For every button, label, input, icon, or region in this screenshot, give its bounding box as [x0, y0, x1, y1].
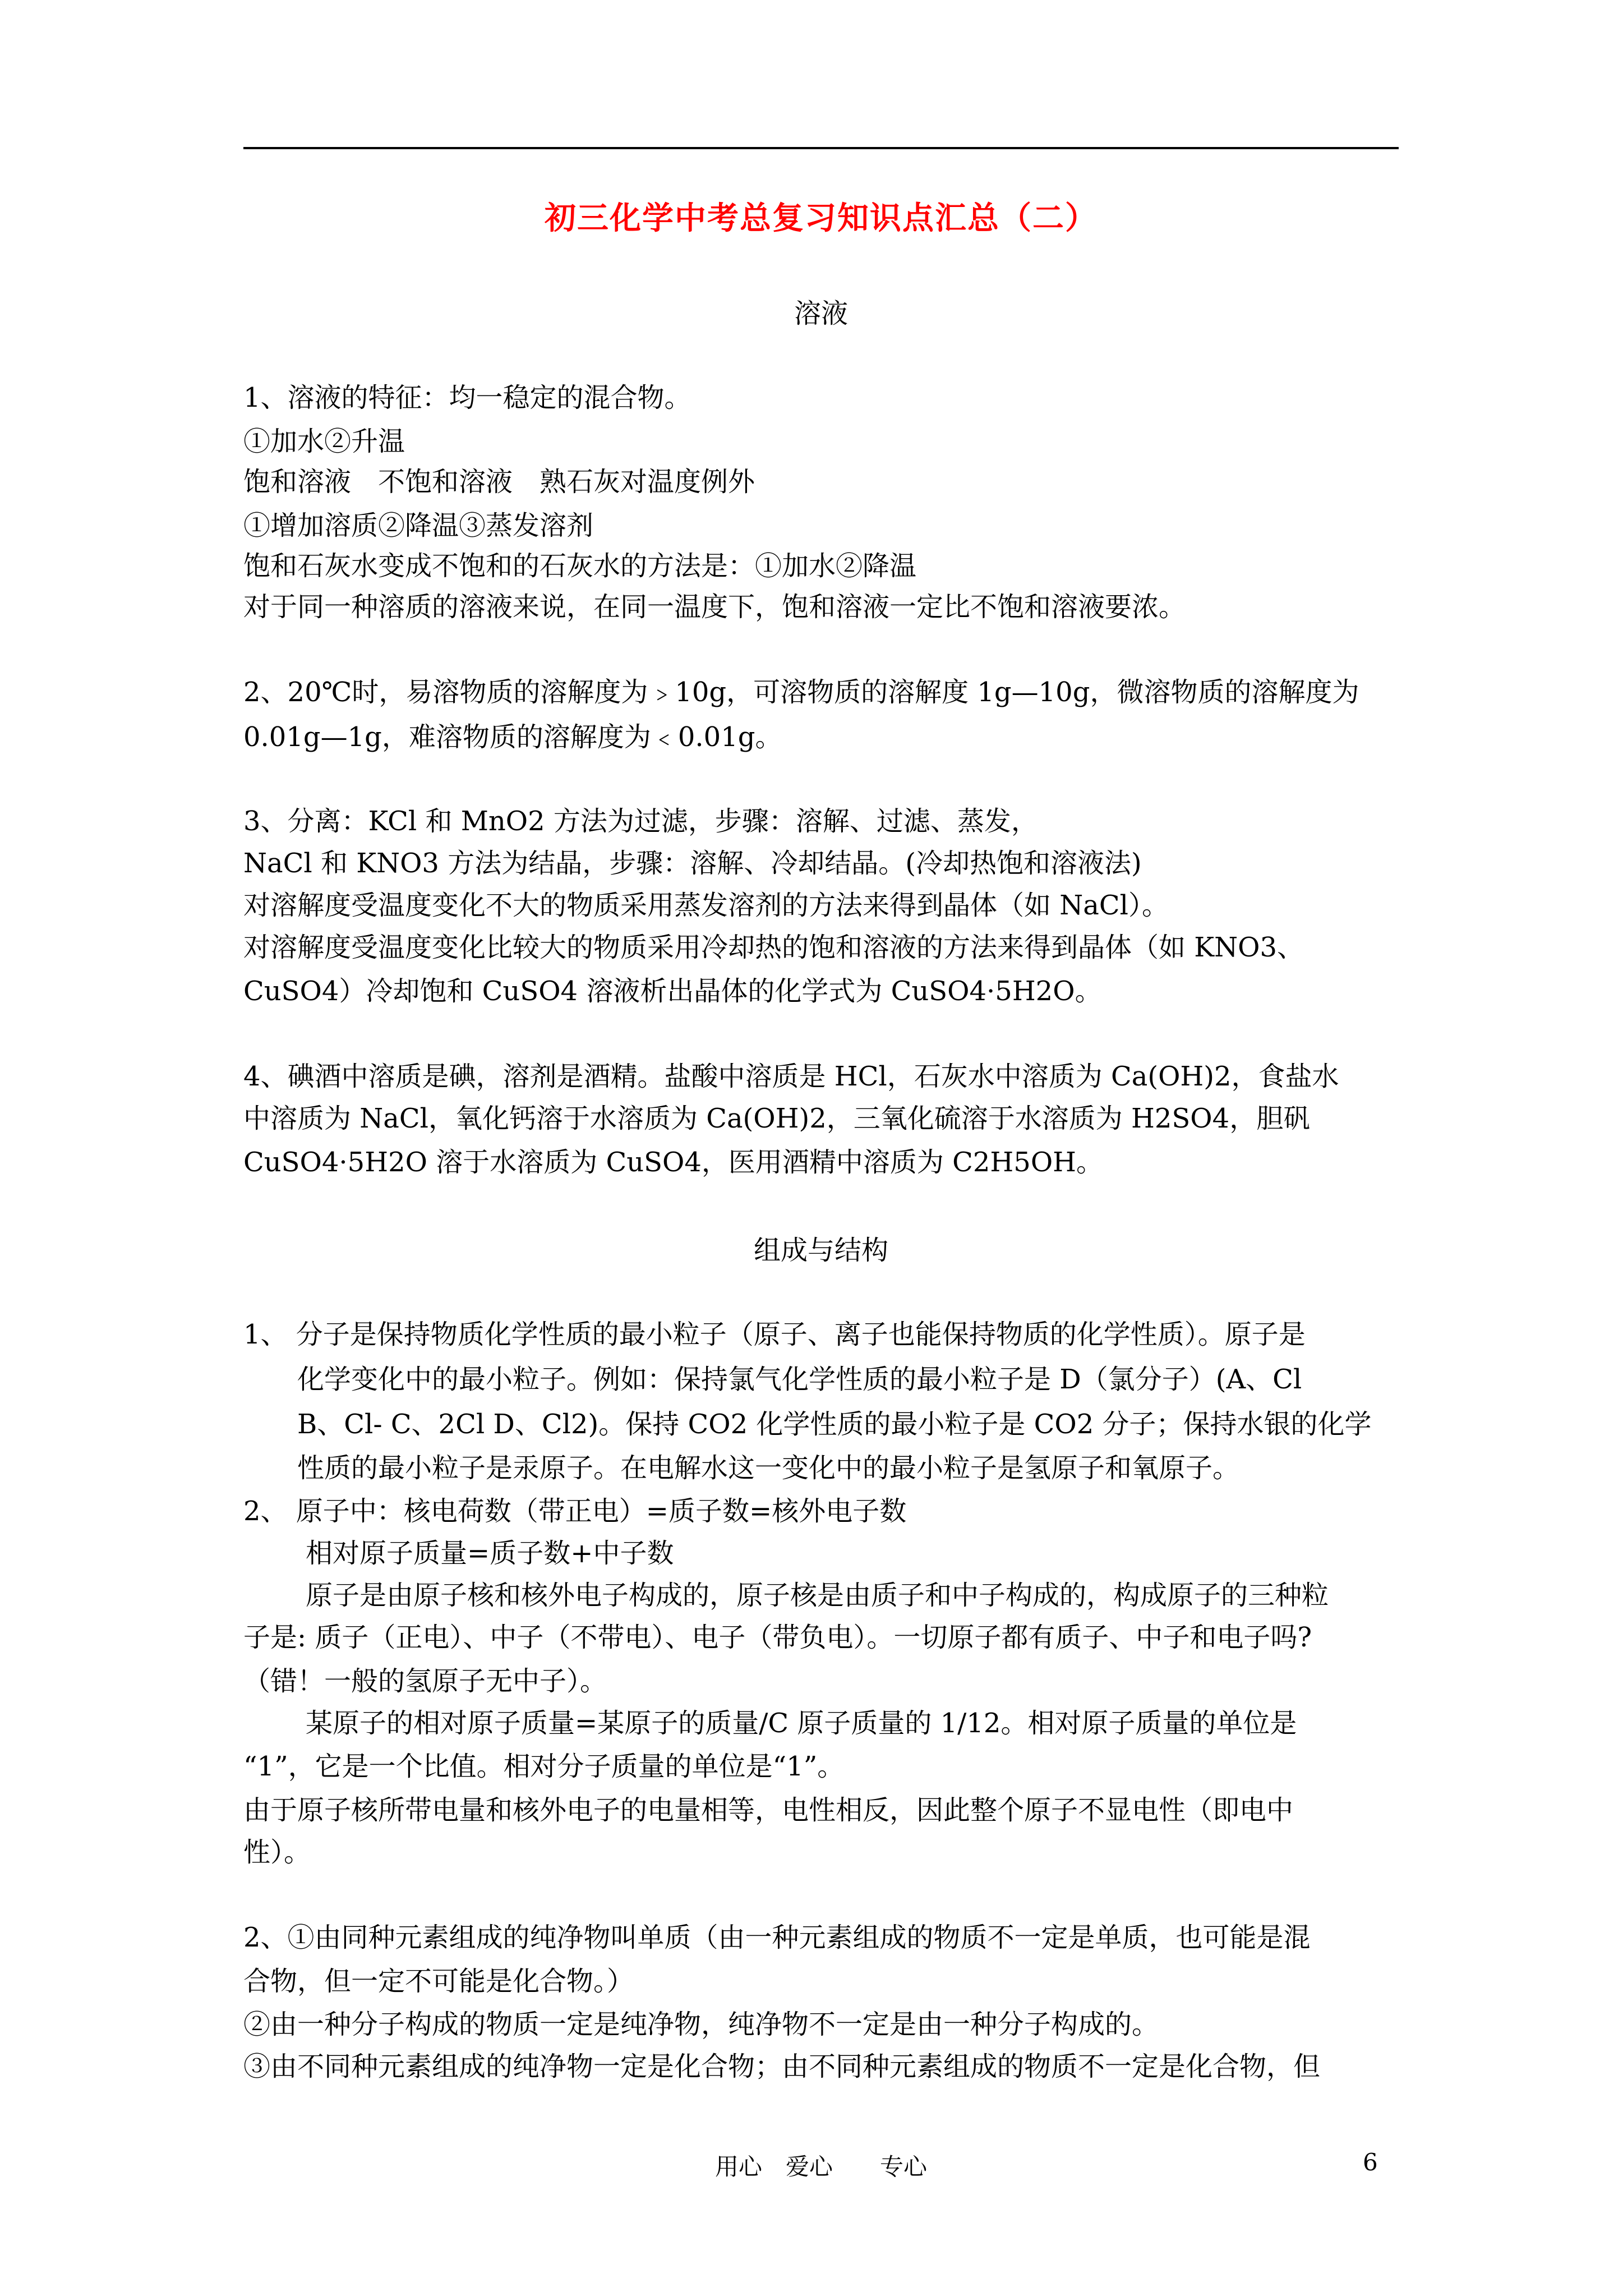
text-line: 2、20℃时，易溶物质的溶解度为﹥10g，可溶物质的溶解度 1g—10g，微溶物质的溶解度为 — [243, 677, 1359, 708]
text-line: 4、碘酒中溶质是碘，溶剂是酒精。盐酸中溶质是 HCl，石灰水中溶质为 Ca(OH)2，食盐水 — [243, 1061, 1339, 1092]
text-line: 性）。 — [243, 1837, 311, 1868]
page-number: 6 — [1363, 2148, 1378, 2176]
text-line: 饱和石灰水变成不饱和的石灰水的方法是：①加水②降温 — [243, 550, 917, 582]
text-line: 2、 原子中：核电荷数（带正电）=质子数=核外电子数 — [243, 1496, 907, 1527]
text-line: ①增加溶质②降温③蒸发溶剂 — [243, 510, 594, 541]
text-line: 性质的最小粒子是汞原子。在电解水这一变化中的最小粒子是氢原子和氧原子。 — [297, 1452, 1240, 1484]
text-line: 原子是由原子核和核外电子构成的，原子核是由质子和中子构成的，构成原子的三种粒 — [306, 1580, 1329, 1611]
text-line: “1”，它是一个比值。相对分子质量的单位是“1”。 — [243, 1751, 845, 1782]
text-line: 1、 分子是保持物质化学性质的最小粒子（原子、离子也能保持物质的化学性质）。原子是 — [243, 1319, 1306, 1350]
text-line: 1、溶液的特征：均一稳定的混合物。 — [243, 382, 691, 413]
text-line: （错！一般的氢原子无中子）。 — [243, 1665, 607, 1697]
header-rule — [243, 147, 1399, 149]
text-line: B、Cl- C、2Cl D、Cl2)。保持 CO2 化学性质的最小粒子是 CO2 分子；保持水银的化学 — [297, 1409, 1372, 1440]
text-line: 对溶解度受温度变化比较大的物质采用冷却热的饱和溶液的方法来得到晶体（如 KNO3、 — [243, 932, 1304, 963]
footer-motto: 用心 爱心 专心 — [714, 2153, 927, 2180]
text-line: 饱和溶液 不饱和溶液 熟石灰对温度例外 — [243, 466, 755, 498]
text-line: 相对原子质量=质子数+中子数 — [306, 1538, 674, 1569]
text-line: ②由一种分子构成的物质一定是纯净物，纯净物不一定是由一种分子构成的。 — [243, 2009, 1159, 2040]
text-line: 子是: 质子（正电）、中子（不带电）、电子（带负电）。一切原子都有质子、中子和电子吗? — [243, 1622, 1312, 1653]
text-line: 2、①由同种元素组成的纯净物叫单质（由一种元素组成的物质不一定是单质，也可能是混 — [243, 1922, 1311, 1953]
text-line: 对于同一种溶质的溶液来说，在同一温度下，饱和溶液一定比不饱和溶液要浓。 — [243, 591, 1186, 623]
text-line: CuSO4·5H2O 溶于水溶质为 CuSO4，医用酒精中溶质为 C2H5OH。 — [243, 1147, 1104, 1178]
text-line: 某原子的相对原子质量=某原子的质量/C 原子质量的 1/12。相对原子质量的单位是 — [306, 1708, 1297, 1739]
text-line: 3、分离：KCl 和 MnO2 方法为过滤，步骤：溶解、过滤、蒸发， — [243, 806, 1038, 837]
text-line: ①加水②升温 — [243, 426, 405, 457]
text-line: 由于原子核所带电量和核外电子的电量相等，电性相反，因此整个原子不显电性（即电中 — [243, 1795, 1294, 1826]
page-title: 初三化学中考总复习知识点汇总（二） — [545, 200, 1098, 237]
text-line: ③由不同种元素组成的纯净物一定是化合物；由不同种元素组成的物质不一定是化合物，但 — [243, 2051, 1321, 2082]
text-line: 化学变化中的最小粒子。例如：保持氯气化学性质的最小粒子是 D（氯分子）(A、Cl — [297, 1364, 1302, 1395]
section-heading-structure: 组成与结构 — [753, 1235, 888, 1266]
text-line: NaCl 和 KNO3 方法为结晶，步骤：溶解、冷却结晶。(冷却热饱和溶液法) — [243, 848, 1142, 879]
text-line: 对溶解度受温度变化不大的物质采用蒸发溶剂的方法来得到晶体（如 NaCl）。 — [243, 890, 1169, 921]
text-line: 0.01g—1g，难溶物质的溶解度为﹤0.01g。 — [243, 721, 782, 753]
section-heading-solution: 溶液 — [794, 298, 848, 329]
text-line: 中溶质为 NaCl，氧化钙溶于水溶质为 Ca(OH)2，三氧化硫溶于水溶质为 H2SO4，胆矾 — [243, 1103, 1311, 1134]
text-line: CuSO4）冷却饱和 CuSO4 溶液析出晶体的化学式为 CuSO4·5H2O。 — [243, 976, 1102, 1007]
text-line: 合物，但一定不可能是化合物。） — [243, 1966, 634, 1997]
